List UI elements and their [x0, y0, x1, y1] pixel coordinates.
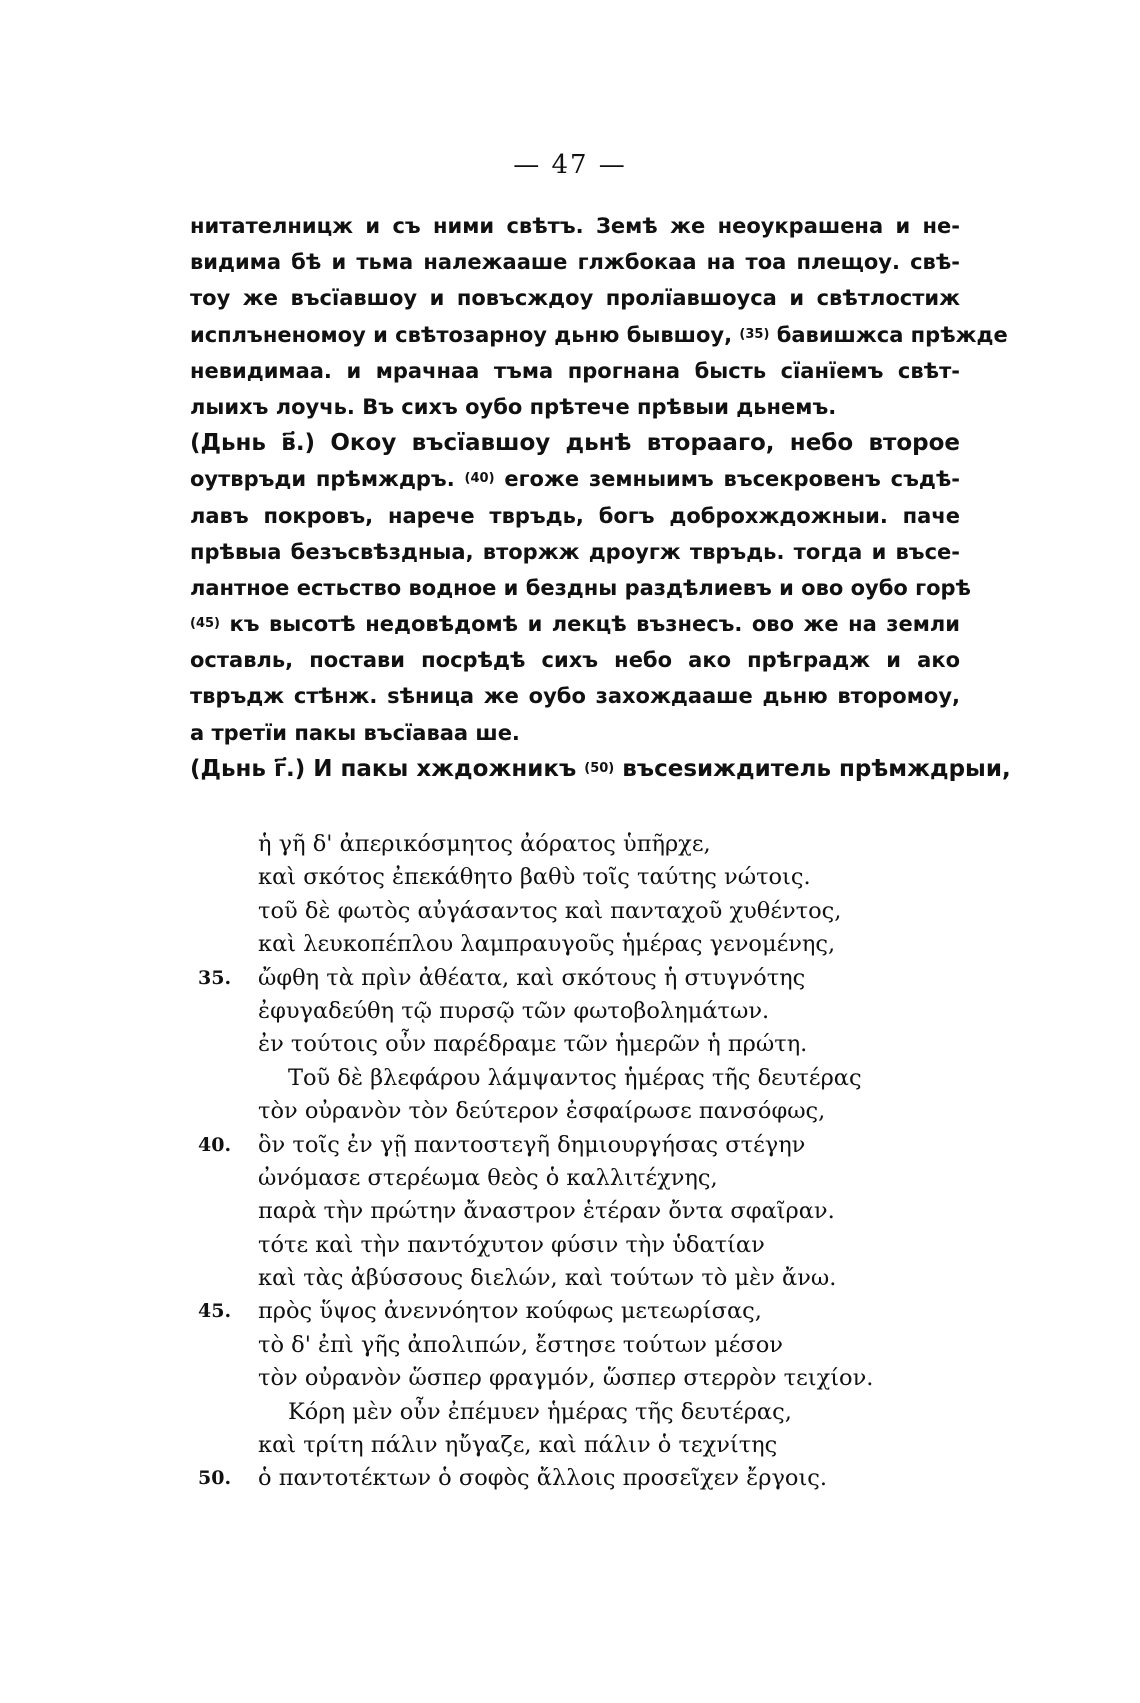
greek-line-text: καὶ τὰς ἀβύσσους διελών, καὶ τούτων τὸ μὲν ἄνω.: [258, 1265, 837, 1292]
greek-line-text: ἐφυγαδεύθη τῷ πυρσῷ τῶν φωτοβολημάτων.: [258, 997, 770, 1024]
slavonic-line-text: а третїи пакы въсїаваа ше.: [190, 720, 520, 745]
slavonic-line: [190, 534, 960, 570]
page-number: — 47 —: [513, 150, 627, 180]
slavonic-line: [190, 425, 960, 461]
greek-verse-line: [200, 995, 960, 1028]
slavonic-line-text: (Дьнь в҃.) Окоу въсїавшоу дьнѣ вторааго, небо второе: [190, 430, 960, 457]
verse-marker: (40): [464, 471, 495, 487]
line-number: 50.: [198, 1467, 232, 1490]
verse-marker: (35): [739, 326, 770, 342]
greek-verse-line: [200, 861, 960, 894]
slavonic-line-text: лантное естьство водное и бездны раздѣлиевъ и ово оубо горѣ: [190, 575, 971, 600]
slavonic-line: [190, 678, 960, 714]
slavonic-line-text: оутвръди прѣмждръ.: [190, 467, 455, 492]
slavonic-line: [190, 642, 960, 678]
greek-verse-block: [200, 828, 960, 1496]
greek-verse-line: [200, 1362, 960, 1395]
greek-verse-line: [200, 1028, 960, 1061]
slavonic-line-text: лыихъ лоучь. Въ сихъ оубо прѣтече прѣвыи дьнемъ.: [190, 394, 837, 419]
greek-verse-line: [200, 1262, 960, 1295]
slavonic-line-text: твръдж стѣнж. ѕѣница же оубо захождааше дьню второмоу,: [190, 684, 960, 709]
slavonic-line-text: прѣвыа безъсвѣздныа, вторжж дроугж твръдь. тогда и въсе-: [190, 539, 960, 564]
greek-line-text: τοῦ δὲ φωτὸς αὐγάσαντος καὶ πανταχοῦ χυθέντος,: [258, 897, 842, 924]
greek-line-text: Κόρη μὲν οὖν ἐπέμυεν ἡμέρας τῆς δευτέρας,: [288, 1398, 792, 1425]
greek-line-text: Τοῦ δὲ βλεφάρου λάμψαντος ἡμέρας τῆς δευτέρας: [288, 1064, 862, 1091]
slavonic-line-text: бавишжса прѣжде: [776, 322, 1008, 347]
slavonic-line-text: къ высотѣ недовѣдомѣ и лекцѣ възнесъ. ово же на земли: [229, 612, 960, 637]
slavonic-text-block: [190, 208, 1011, 787]
greek-verse-line: [200, 1295, 960, 1328]
greek-line-text: ἐν τούτοις οὖν παρέδραμε τῶν ἡμερῶν ἡ πρώτη.: [258, 1031, 808, 1058]
slavonic-line: [190, 317, 1008, 353]
slavonic-line: [190, 353, 960, 389]
line-number: 35.: [198, 966, 232, 989]
slavonic-line-text: видима бѣ и тьма належааше глжбокаа на тоа плещоу. свѣ-: [190, 250, 960, 275]
slavonic-line: [190, 606, 960, 642]
greek-verse-line: [200, 1429, 960, 1462]
greek-verse-line: [200, 1162, 960, 1195]
slavonic-line: [190, 208, 960, 244]
greek-verse-line: [200, 828, 960, 861]
verse-marker: (45): [190, 616, 220, 632]
slavonic-line-text: лавъ покровъ, нарече твръдь, богъ доброхждожныи. паче: [190, 503, 960, 528]
greek-verse-line: [200, 1462, 960, 1495]
greek-line-text: ὠνόμασε στερέωμα θεὸς ὁ καλλιτέχνης,: [258, 1164, 718, 1191]
greek-line-text: τὸ δ' ἐπὶ γῆς ἀπολιπών, ἔστησε τούτων μέσον: [258, 1331, 783, 1358]
slavonic-line: [190, 280, 960, 316]
greek-line-text: ὤφθη τὰ πρὶν ἀθέατα, καὶ σκότους ἡ στυγνότης: [258, 964, 806, 991]
slavonic-line-text: (Дьнь г҃.) И пакы хждожникъ: [190, 755, 577, 782]
verse-marker: (50): [584, 760, 615, 776]
greek-line-text: καὶ λευκοπέπλου λαμπραυγοῦς ἡμέρας γενομένης,: [258, 931, 836, 958]
slavonic-line: [190, 498, 960, 534]
greek-line-text: πρὸς ὕψος ἀνεννόητον κούφως μετεωρίσας,: [258, 1298, 762, 1325]
slavonic-line: [190, 244, 960, 280]
greek-line-text: καὶ σκότος ἐπεκάθητο βαθὺ τοῖς ταύτης νώτοις.: [258, 864, 811, 891]
greek-line-text: τότε καὶ τὴν παντόχυτον φύσιν τὴν ὑδατίαν: [258, 1231, 765, 1258]
greek-line-text: τὸν οὐρανὸν ὥσπερ φραγμόν, ὥσπερ στερρὸν τειχίον.: [258, 1365, 874, 1392]
greek-line-text: ὃν τοῖς ἐν γῇ παντοστεγῆ δημιουργήσας στέγην: [258, 1131, 806, 1158]
slavonic-line: [190, 461, 960, 497]
greek-verse-line: [200, 1062, 960, 1095]
greek-verse-line: [200, 1396, 960, 1429]
greek-verse-line: [200, 962, 960, 995]
slavonic-line-text: исплъненомоу и свѣтозарноу дьню бывшоу,: [190, 322, 733, 347]
slavonic-line-text: егоже земныимъ въсекровенъ съдѣ-: [504, 467, 961, 492]
greek-line-text: παρὰ τὴν πρώτην ἄναστρον ἑτέραν ὄντα σφαῖραν.: [258, 1198, 835, 1225]
slavonic-line: [190, 751, 1011, 787]
line-number: 40.: [198, 1133, 232, 1156]
slavonic-line-text: невидимаа. и мрачнаа тъма прогнана бысть сїанїемъ свѣт-: [190, 358, 960, 383]
greek-verse-line: [200, 1095, 960, 1128]
line-number: 45.: [198, 1300, 232, 1323]
greek-verse-line: [200, 1195, 960, 1228]
greek-line-text: καὶ τρίτη πάλιν ηὔγαζε, καὶ πάλιν ὁ τεχνίτης: [258, 1432, 778, 1459]
slavonic-line: [190, 715, 960, 751]
slavonic-line: [190, 570, 971, 606]
greek-verse-line: [200, 895, 960, 928]
greek-verse-line: [200, 1329, 960, 1362]
slavonic-line-text: нитателницж и съ ними свѣтъ. Земѣ же неоукрашена и не-: [190, 214, 960, 238]
slavonic-line-text: оставль, постави посрѣдѣ сихъ небо ако прѣградж и ако: [190, 648, 960, 673]
slavonic-line: [190, 389, 960, 425]
greek-verse-line: [200, 1229, 960, 1262]
greek-line-text: ἡ γῆ δ' ἀπερικόσμητος ἀόρατος ὑπῆρχε,: [258, 831, 711, 857]
greek-line-text: τὸν οὐρανὸν τὸν δεύτερον ἐσφαίρωσε πανσόφως,: [258, 1098, 826, 1125]
greek-verse-line: [200, 928, 960, 961]
slavonic-line-text: тоу же въсїавшоу и повъсждоу пролїавшоуса и свѣтлостиж: [190, 286, 960, 311]
greek-verse-line: [200, 1129, 960, 1162]
slavonic-line-text: въсеѕиждитель прѣмждрыи,: [622, 755, 1011, 782]
greek-line-text: ὁ παντοτέκτων ὁ σοφὸς ἄλλοις προσεῖχεν ἔργοις.: [258, 1465, 828, 1492]
